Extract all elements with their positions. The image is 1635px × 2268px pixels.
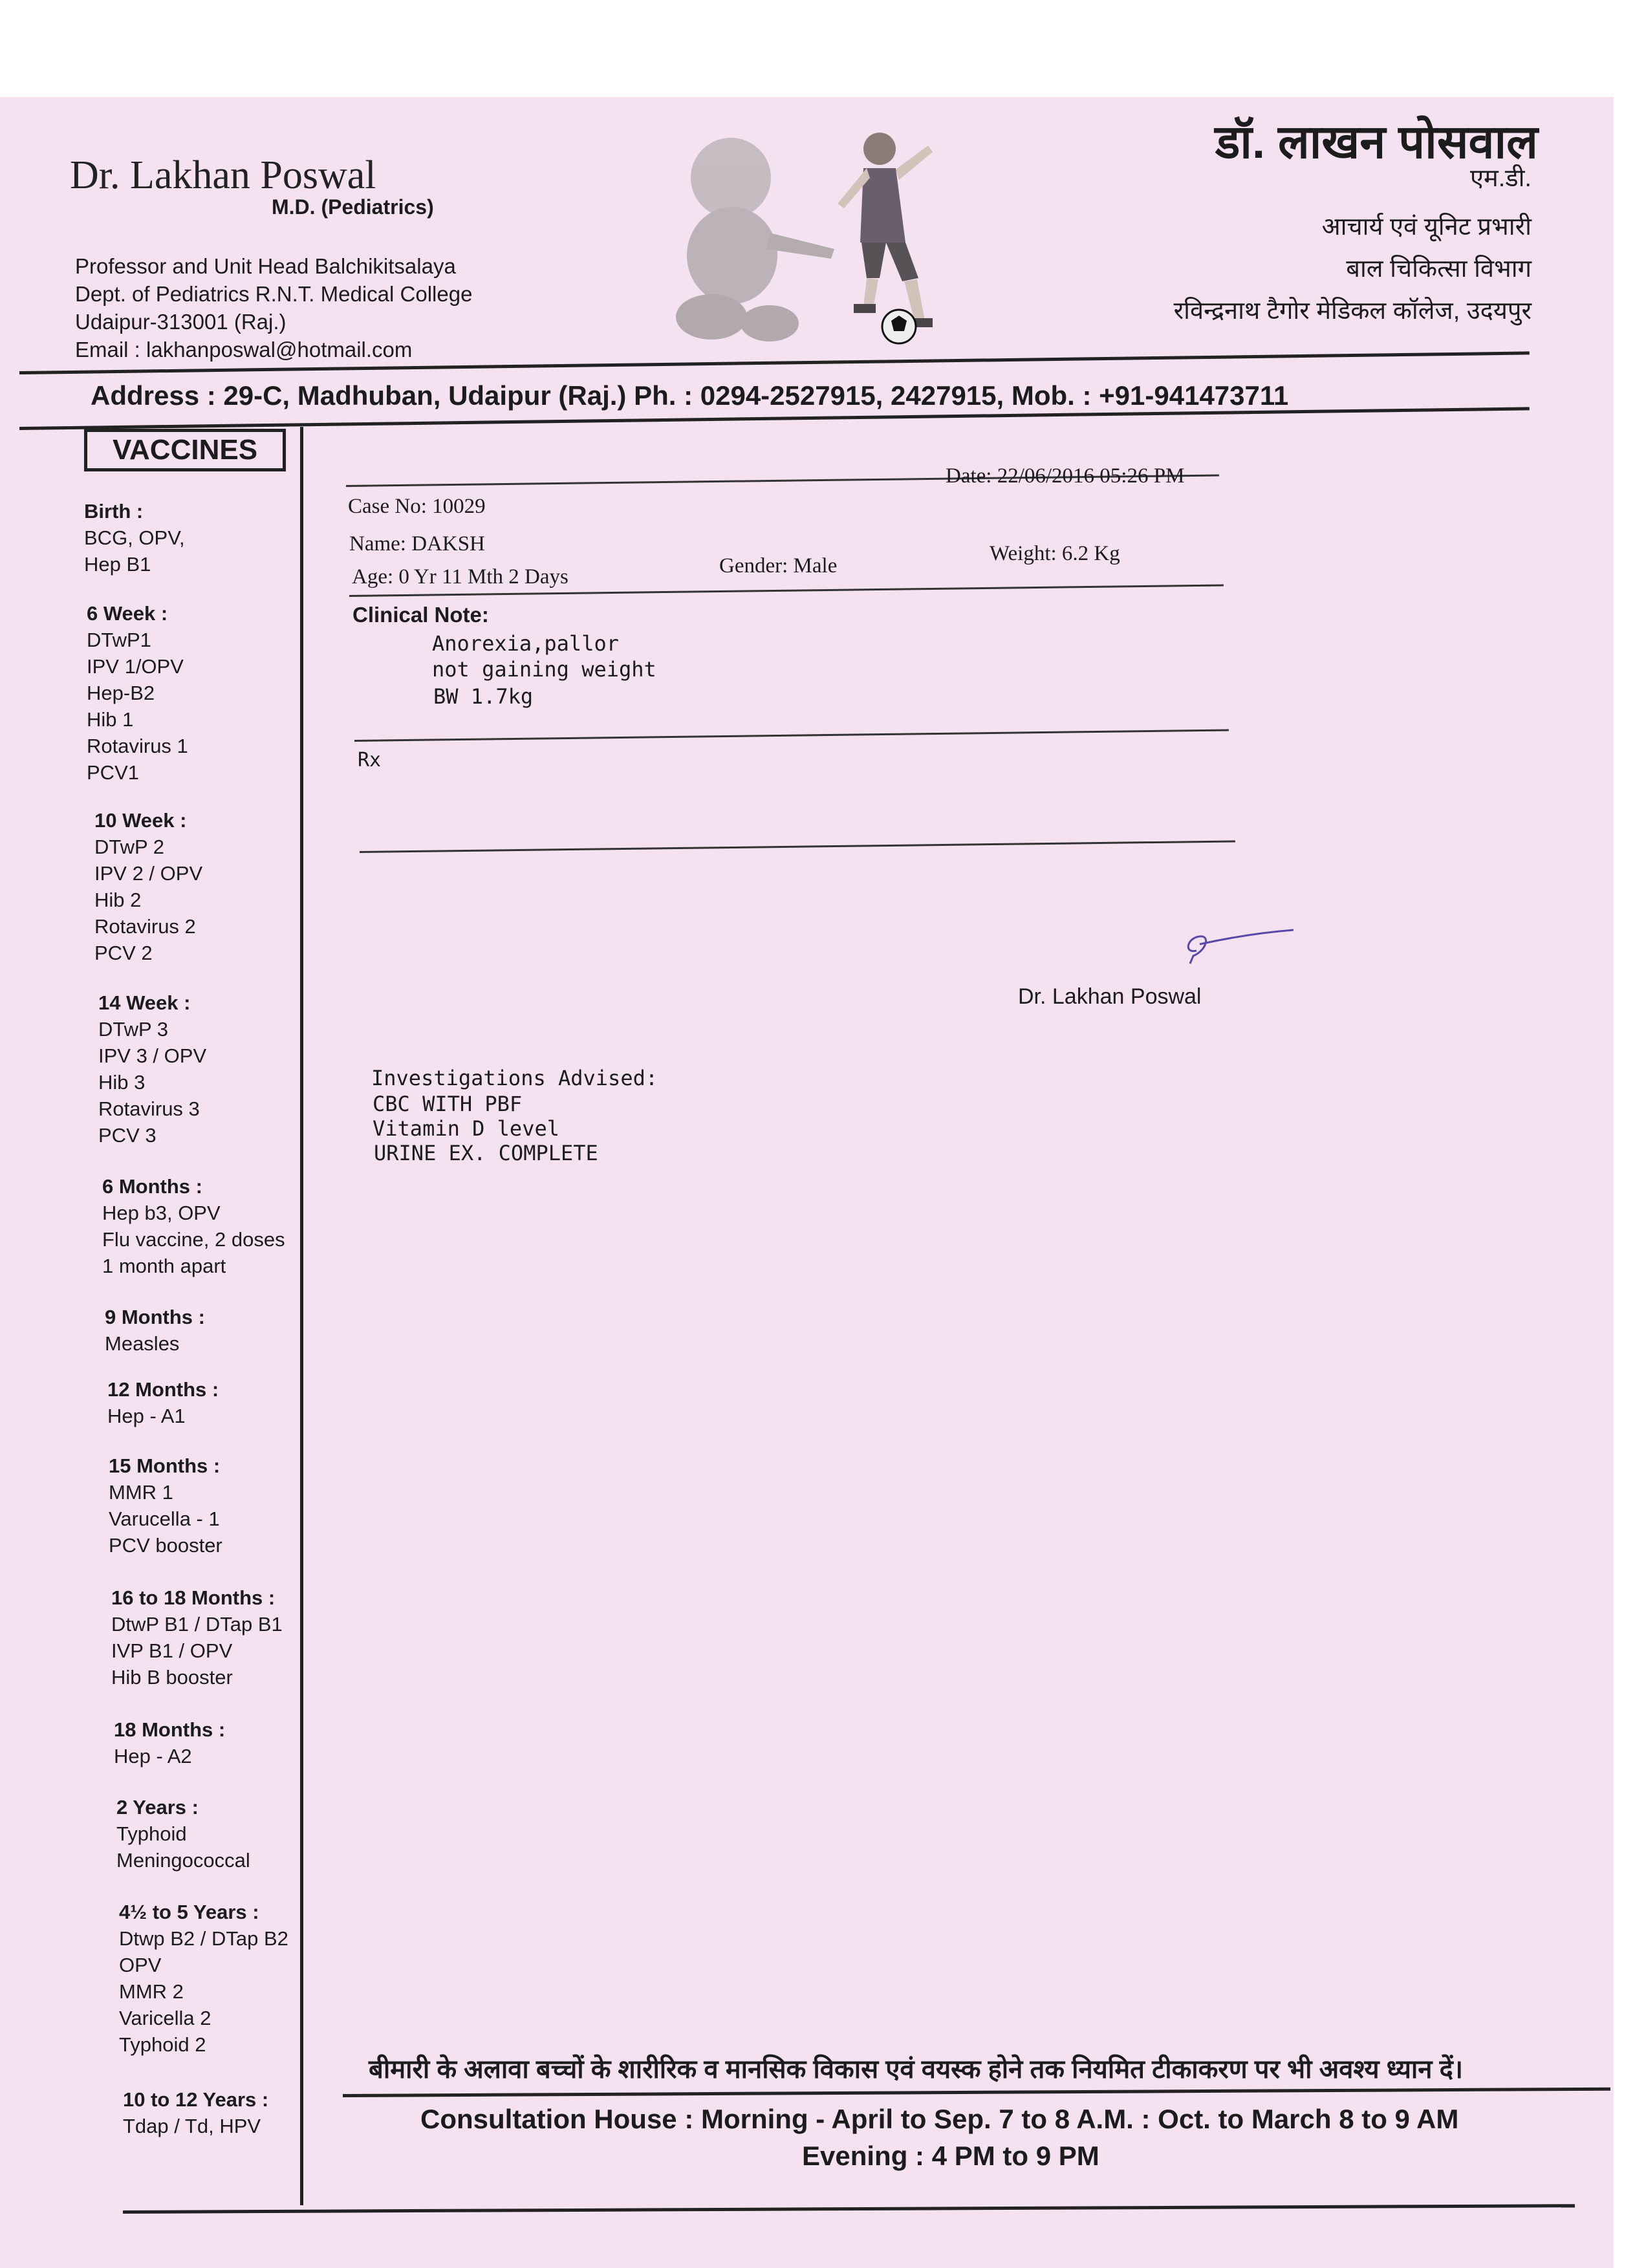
vaccine-group-heading: 15 Months : xyxy=(109,1454,221,1477)
vaccine-item: Hep - A1 xyxy=(107,1405,186,1427)
vaccine-group-heading: 9 Months : xyxy=(105,1306,205,1328)
vaccine-item: Typhoid 2 xyxy=(119,2033,206,2056)
consultation-hours-evening: Evening : 4 PM to 9 PM xyxy=(802,2141,1099,2171)
vaccines-title-box: VACCINES xyxy=(84,429,286,471)
vaccine-item: DTwP 2 xyxy=(94,836,164,858)
case-number: Case No: 10029 xyxy=(348,495,486,518)
vaccine-group-heading: 4½ to 5 Years : xyxy=(119,1901,259,1923)
vaccine-item: Hep b3, OPV xyxy=(102,1202,221,1224)
vaccine-group-heading: 2 Years : xyxy=(116,1796,199,1819)
baby-and-child-illustration xyxy=(673,129,983,356)
vaccine-item: Rotavirus 2 xyxy=(94,915,196,938)
patient-gender: Gender: Male xyxy=(719,554,838,578)
patient-age: Age: 0 Yr 11 Mth 2 Days xyxy=(352,565,568,589)
vaccine-group-heading: 18 Months : xyxy=(114,1718,226,1741)
vaccine-group-4-5-to-5-years xyxy=(119,1899,288,2058)
credential-line-hindi: बाल चिकित्सा विभाग xyxy=(1346,255,1532,283)
clinical-note-line: BW 1.7kg xyxy=(433,684,534,709)
credential-line: Dept. of Pediatrics R.N.T. Medical College xyxy=(75,282,473,306)
email-line: Email : lakhanposwal@hotmail.com xyxy=(75,338,413,362)
vaccine-item: IPV 3 / OPV xyxy=(98,1044,207,1067)
vaccine-item: Hep-B2 xyxy=(87,682,155,704)
investigation-item: CBC WITH PBF xyxy=(373,1092,523,1116)
credential-line-hindi: रविन्द्रनाथ टैगोर मेडिकल कॉलेज, उदयपुर xyxy=(1173,297,1532,325)
vaccine-group-10-to-12-years xyxy=(123,2086,268,2139)
vaccine-group-2-years xyxy=(116,1794,250,1874)
vaccine-group-heading: 10 to 12 Years : xyxy=(123,2088,269,2111)
credential-line: Professor and Unit Head Balchikitsalaya xyxy=(75,254,456,278)
vaccine-group-heading: 10 Week : xyxy=(94,809,187,832)
clinical-note-line: Anorexia,pallor xyxy=(432,631,619,656)
patient-weight: Weight: 6.2 Kg xyxy=(990,542,1120,565)
credential-line: Udaipur-313001 (Raj.) xyxy=(75,310,287,334)
vaccine-group-14-week xyxy=(98,989,206,1149)
vaccine-item: Rotavirus 1 xyxy=(87,735,188,757)
vaccine-item: IVP B1 / OPV xyxy=(111,1639,233,1662)
credential-line-hindi: आचार्य एवं यूनिट प्रभारी xyxy=(1321,213,1532,241)
vaccine-item: Hib B booster xyxy=(111,1666,233,1689)
vaccine-item: Typhoid xyxy=(116,1822,187,1845)
doctor-name-hindi: डॉ. लाखन पोसवाल xyxy=(1215,116,1538,168)
vaccine-item: Tdap / Td, HPV xyxy=(123,2115,261,2137)
vaccine-group-12-months xyxy=(107,1376,219,1429)
sidebar-divider xyxy=(300,427,303,2205)
vaccine-item: Varucella - 1 xyxy=(109,1507,220,1530)
vaccine-group-18-months xyxy=(114,1716,225,1769)
visit-date: Date: 22/06/2016 05:26 PM xyxy=(946,464,1185,488)
vaccine-item: MMR 1 xyxy=(109,1481,173,1504)
degree-english: M.D. (Pediatrics) xyxy=(272,195,434,219)
vaccine-group-heading: 12 Months : xyxy=(107,1378,219,1401)
vaccine-item: DTwP1 xyxy=(87,629,151,651)
vaccine-group-15-months xyxy=(109,1453,222,1559)
vaccine-item: PCV 3 xyxy=(98,1124,157,1147)
vaccine-item: Hep B1 xyxy=(84,553,151,576)
vaccine-item: Hep - A2 xyxy=(114,1745,192,1767)
vaccine-item: Varicella 2 xyxy=(119,2007,211,2029)
advice-hindi: बीमारी के अलावा बच्चों के शारीरिक व मानसिक विकास एवं वयस्क होने तक नियमित टीकाकरण पर भी अवश्य ध्यान दें। xyxy=(369,2055,1463,2084)
vaccine-item: Dtwp B2 / DTap B2 xyxy=(119,1927,288,1950)
signature-name: Dr. Lakhan Poswal xyxy=(1018,984,1202,1009)
vaccine-item: PCV booster xyxy=(109,1534,222,1557)
vaccine-group-16-to-18-months xyxy=(111,1584,283,1690)
vaccine-item: PCV 2 xyxy=(94,942,153,964)
vaccine-group-heading: 16 to 18 Months : xyxy=(111,1586,276,1609)
address-phone-line: Address : 29-C, Madhuban, Udaipur (Raj.) Ph. : 0294-2527915, 2427915, Mob. : +91-941473711 xyxy=(91,380,1289,411)
vaccine-item: DTwP 3 xyxy=(98,1018,168,1041)
investigation-item: Vitamin D level xyxy=(373,1116,559,1141)
vaccine-item: PCV1 xyxy=(87,761,139,784)
vaccine-group-heading: 6 Months : xyxy=(102,1175,202,1198)
vaccine-group-10-week xyxy=(94,807,202,966)
vaccine-group-9-months xyxy=(105,1304,205,1357)
investigation-item: URINE EX. COMPLETE xyxy=(374,1141,598,1165)
vaccine-item: MMR 2 xyxy=(119,1980,184,2003)
investigations-label: Investigations Advised: xyxy=(371,1066,658,1090)
vaccine-group-birth xyxy=(84,498,185,578)
vaccine-group-6-months xyxy=(102,1173,285,1279)
degree-hindi: एम.डी. xyxy=(1469,165,1532,192)
vaccine-group-6-week xyxy=(87,600,188,786)
vaccine-item: OPV xyxy=(119,1954,162,1976)
rx-label: Rx xyxy=(358,749,382,772)
vaccine-group-heading: Birth : xyxy=(84,500,144,523)
vaccine-group-heading: 6 Week : xyxy=(87,602,168,625)
signature-mark xyxy=(1171,925,1300,977)
vaccine-item: Flu vaccine, 2 doses xyxy=(102,1228,285,1251)
clinical-note-label: Clinical Note: xyxy=(352,603,489,627)
vaccine-item: IPV 1/OPV xyxy=(87,655,184,678)
vaccine-item: BCG, OPV, xyxy=(84,526,185,549)
consultation-hours: Consultation House : Morning - April to Sep. 7 to 8 A.M. : Oct. to March 8 to 9 AM xyxy=(420,2104,1459,2134)
vaccine-item: IPV 2 / OPV xyxy=(94,862,203,885)
vaccine-item: Hib 1 xyxy=(87,708,134,731)
doctor-name-english: Dr. Lakhan Poswal xyxy=(70,153,376,197)
vaccine-item: Hib 3 xyxy=(98,1071,146,1094)
patient-name: Name: DAKSH xyxy=(349,532,485,556)
vaccine-group-heading: 14 Week : xyxy=(98,991,191,1014)
vaccine-item: DtwP B1 / DTap B1 xyxy=(111,1613,283,1636)
vaccine-item: Meningococcal xyxy=(116,1849,250,1872)
clinical-note-line: not gaining weight xyxy=(432,657,656,682)
vaccine-item: Rotavirus 3 xyxy=(98,1097,200,1120)
vaccine-item: Measles xyxy=(105,1332,180,1355)
vaccine-item: Hib 2 xyxy=(94,889,142,911)
vaccine-item: 1 month apart xyxy=(102,1255,226,1277)
